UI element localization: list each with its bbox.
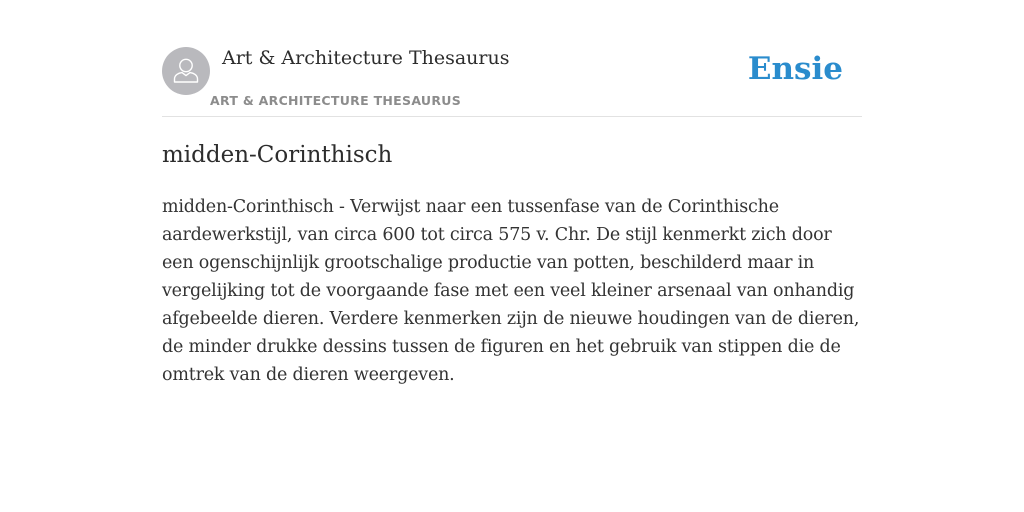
entry-header [162,0,862,117]
definition-text: midden-Corinthisch - Verwijst naar een tussenfase van de Corinthische aardewerkstijl, van circa 600 tot circa 575 v. Chr. De stijl kenmerkt zich door een ogenschijnlijk grootschalige productie van potten, beschilderd maar in vergelijking tot de voorgaande fase met een veel kleiner arsenaal van onhandig afgebeelde dieren. Verdere kenmerken zijn de nieuwe houdingen van de dieren, de minder drukke dessins tussen de figuren en het gebruik van stippen die de omtrek van de dieren weergeven. [162,197,860,385]
source-title[interactable]: Art & Architecture Thesaurus [222,47,510,69]
user-silhouette-icon [162,47,210,95]
brand-logo[interactable]: Ensie [747,51,843,87]
page-title: midden-Corinthisch [162,142,393,168]
avatar[interactable] [162,47,210,95]
source-subtitle[interactable]: ART & ARCHITECTURE THESAURUS [210,93,462,108]
page-container [162,0,862,385]
